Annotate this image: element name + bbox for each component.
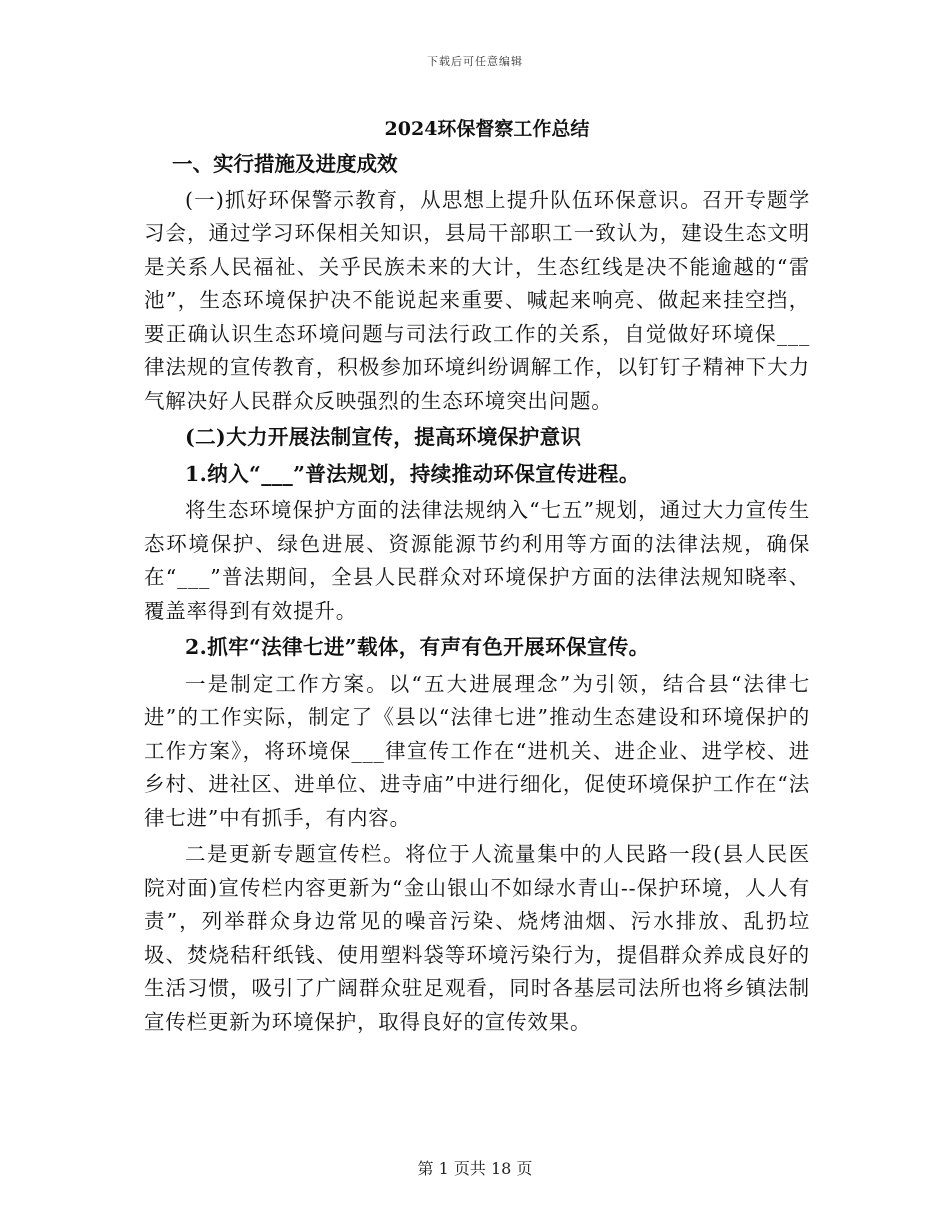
paragraph-3: 一是制定工作方案。以“五大进展理念”为引领，结合县“法律七进”的工作实际，制定了《县以“法律七进”推动生态建设和环境保护的工作方案》，将环境保___律宣传工作在“进机关、进企业、进学校、进乡村、进社区、进单位、进寺庙”中进行细化，促使环境保护工作在“法律七进”中有抓手，有内容。 bbox=[144, 671, 810, 830]
item-heading-1: 1.纳入“___”普法规划，持续推动环保宣传进程。 bbox=[185, 461, 640, 486]
paragraph-4: 二是更新专题宣传栏。将位于人流量集中的人民路一段(县人民医院对面)宣传栏内容更新为“金山银山不如绿水青山--保护环境，人人有责”，列举群众身边常见的噪音污染、烧烤油烟、污水排放、乱扔垃圾、焚烧秸秆纸钱、使用塑料袋等环境污染行为，提倡群众养成良好的生活习惯，吸引了广阔群众驻足观看，同时各基层司法所也将乡镇法制宣传栏更新为环境保护，取得良好的宣传效果。 bbox=[144, 842, 810, 1034]
paragraph-1: (一)抓好环保警示教育，从思想上提升队伍环保意识。召开专题学习会，通过学习环保相关知识，县局干部职工一致认为，建设生态文明是关系人民福祉、关乎民族未来的大计，生态红线是决不能逾越的“雷池”，生态环境保护决不能说起来重要、喊起来响亮、做起来挂空挡，要正确认识生态环境问题与司法行政工作的关系，自觉做好环境保___律法规的宣传教育，积极参加环境纠纷调解工作，以钉钉子精神下大力气解决好人民群众反映强烈的生态环境突出问题。 bbox=[144, 187, 810, 413]
document-body bbox=[144, 114, 810, 1042]
paragraph-2: 将生态环境保护方面的法律法规纳入“七五”规划，通过大力宣传生态环境保护、绿色进展、资源能源节约利用等方面的法律法规，确保在“___”普法期间，全县人民群众对环境保护方面的法律法规知晓率、覆盖率得到有效提升。 bbox=[144, 498, 810, 623]
subsection-heading-2: (二)大力开展法制宣传，提高环境保护意识 bbox=[185, 425, 582, 449]
page-number: 第 1 页共 18 页 bbox=[417, 1159, 533, 1178]
section-heading-1: 一、实行措施及进度成效 bbox=[172, 152, 398, 176]
download-note: 下载后可任意编辑 bbox=[427, 55, 523, 68]
page-title: 2024环保督察工作总结 bbox=[384, 118, 590, 140]
item-heading-2: 2.抓牢“法律七进”载体，有声有色开展环保宣传。 bbox=[185, 635, 650, 659]
